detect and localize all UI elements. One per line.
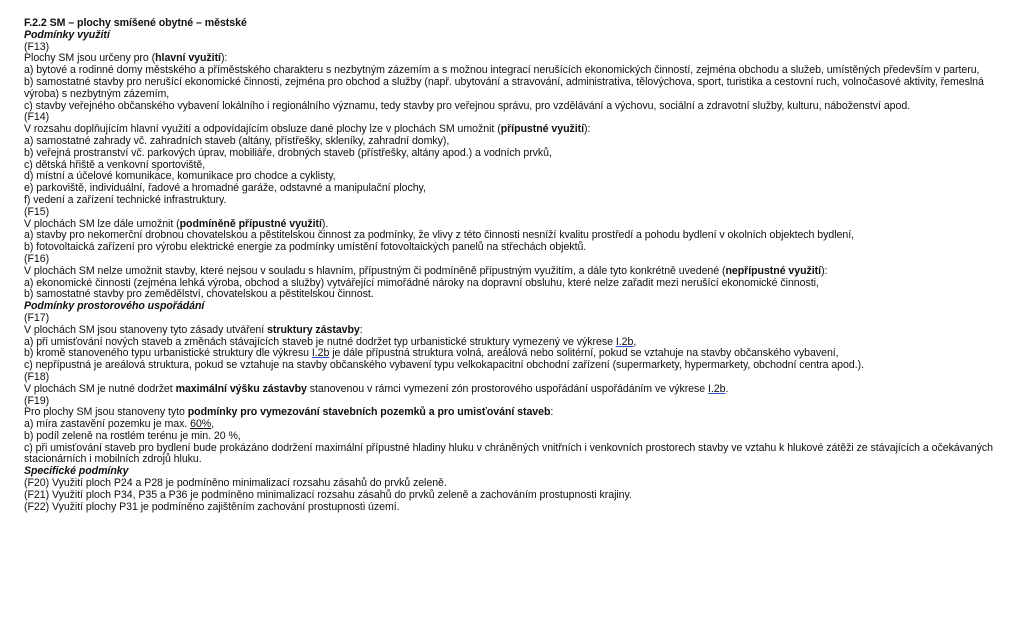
specific-condition: (F20) Využití ploch P24 a P28 je podmíněno minimalizací rozsahu zásahů do prvků zeleně. <box>24 477 447 490</box>
height-term: maximální výšku zástavby <box>175 382 307 395</box>
text: V plochách SM nelze umožnit stavby, které nejsou v souladu s hlavním, přípustným či podmíněně přípustným využitím, a dále tyto konkrétně uvedené ( <box>24 264 726 277</box>
paragraph-label-f18: (F18) <box>24 370 50 383</box>
text: ): <box>584 123 591 136</box>
prohibited-use-term: nepřípustné využití <box>725 264 822 277</box>
section-heading-specific: Specifické podmínky <box>24 465 129 478</box>
text: a) při umisťování nových staveb a změnách stávajících staveb je nutné dodržet typ urbanistické struktury vymezený ve výkrese <box>24 335 616 348</box>
height-rule <box>24 384 999 396</box>
conditional-use-item: b) fotovoltaická zařízení pro výrobu elektrické energie za podmínky umístění fotovoltaických panelů na střechách objektů. <box>24 241 587 254</box>
drawing-reference-link[interactable]: I.2b <box>615 335 634 348</box>
plot-condition-c: c) při umisťování staveb pro bydlení bude prokázáno dodržení maximální přípustné hladiny hluku v chráněných vnitřních i venkovních prostorech stavby ve vztahu k hlukové zátěži ze stávajících a očekávaných stacionárních i mobilních zdrojů hluku. <box>24 441 993 466</box>
document-title: F.2.2 SM – plochy smíšené obytné – městské <box>24 17 247 29</box>
paragraph-label-f17: (F17) <box>24 311 50 324</box>
text: V plochách SM jsou stanoveny tyto zásady utváření <box>24 323 268 336</box>
text: Pro plochy SM jsou stanoveny tyto <box>24 406 188 419</box>
conditional-use-item: a) stavby pro nekomerční drobnou chovatelskou a pěstitelskou činnost za podmínky, že vlivy z této činnosti nesníží kvalitu prostředí a pohodu bydlení v okolních objektech bydlení, <box>24 229 854 242</box>
text: V plochách SM lze dále umožnit ( <box>24 217 180 230</box>
drawing-reference-link[interactable]: I.2b <box>311 347 330 360</box>
section-heading-spatial: Podmínky prostorového uspořádání <box>24 300 205 313</box>
paragraph-label-f16: (F16) <box>24 252 50 265</box>
prohibited-use-intro <box>24 266 999 278</box>
specific-condition: (F21) Využití ploch P34, P35 a P36 je podmíněno minimalizací rozsahu zásahů do prvků zeleně a zachováním prostupnosti krajiny. <box>24 488 632 501</box>
text: . <box>725 382 729 395</box>
section-heading-usage: Podmínky využití <box>24 28 110 41</box>
coverage-value: 60% <box>190 418 212 431</box>
prohibited-use-item: a) ekonomické činnosti (zejména lehká výroba, obchod a služby) vytvářející mimořádné nároky na dopravní obsluhu, které nelze zařadit mezi nerušící ekonomické činnosti, <box>24 276 819 289</box>
text: a) míra zastavění pozemku je max. <box>24 418 191 431</box>
permitted-use-item: b) veřejná prostranství vč. parkových úprav, mobiliáře, drobných staveb (přístřešky, altány apod.) a vodních prvků, <box>24 146 552 159</box>
text: ). <box>321 217 329 230</box>
paragraph-label-f14: (F14) <box>24 111 50 124</box>
specific-condition: (F22) Využití plochy P31 je podmíněno zajištěním zachování prostupnosti území. <box>24 500 400 513</box>
text: , <box>211 418 215 431</box>
text: b) kromě stanoveného typu urbanistické struktury dle výkresu <box>24 347 312 360</box>
conditional-use-term: podmíněně přípustné využití <box>179 217 322 230</box>
paragraph-label-f15: (F15) <box>24 205 50 218</box>
structure-item-c: c) nepřípustná je areálová struktura, pokud se vztahuje na stavby občanského vybavení typu velkokapacitní obchodní zařízení (supermarkety, hypermarkety, obchodní centra apod.). <box>24 359 864 372</box>
text: , <box>633 335 637 348</box>
main-use-item-c: c) stavby veřejného občanského vybavení lokálního i regionálního významu, tedy stavby pro veřejnou správu, pro vzdělávání a výchovu, sociální a zdravotní služby, kulturu, náboženství apod. <box>24 99 911 112</box>
permitted-use-item: a) samostatné zahrady vč. zahradních staveb (altány, přístřešky, skleníky, zahradní domky), <box>24 134 450 147</box>
document <box>24 18 999 513</box>
text: Plochy SM jsou určeny pro ( <box>24 52 156 65</box>
plot-condition-b: b) podíl zeleně na rostlém terénu je min. 20 %, <box>24 429 241 442</box>
prohibited-use-item: b) samostatné stavby pro zemědělství, chovatelskou a pěstitelskou činnost. <box>24 288 374 301</box>
permitted-use-item: f) vedení a zařízení technické infrastruktury. <box>24 193 227 206</box>
paragraph-label-f13: (F13) <box>24 40 50 53</box>
permitted-use-term: přípustné využití <box>500 123 585 136</box>
permitted-use-item: e) parkoviště, individuální, řadové a hromadné garáže, odstavné a manipulační plochy, <box>24 182 426 195</box>
text: V plochách SM je nutné dodržet <box>24 382 176 395</box>
text: stanovenou v rámci vymezení zón prostorového uspořádání uspořádáním ve výkrese <box>306 382 709 395</box>
text: je dále přípustná struktura volná, areálová nebo solitérní, pokud se vztahuje na stavby občanského vybavení, <box>329 347 839 360</box>
permitted-use-item: c) dětská hřiště a venkovní sportoviště, <box>24 158 206 171</box>
text: V rozsahu doplňujícím hlavní využití a odpovídajícím obsluze dané plochy lze v plochách SM umožnit ( <box>24 123 501 136</box>
text: ): <box>220 52 228 65</box>
permitted-use-item: d) místní a účelové komunikace, komunikace pro chodce a cyklisty, <box>24 170 336 183</box>
main-use-item-b: b) samostatné stavby pro nerušící ekonomické činnosti, zejména pro obchod a služby (např. ubytování a stravování, administrativa, tělovýchova, sport, turistika a cestovní ruch, volnočasové aktivity, řemeslná výroba) s nezbytným zázemím, <box>24 75 984 100</box>
text: ): <box>821 264 828 277</box>
plot-conditions-term: podmínky pro vymezování stavebních pozemků a pro umisťování staveb <box>187 406 551 419</box>
drawing-reference-link[interactable]: I.2b <box>708 382 726 395</box>
text: : <box>550 406 554 419</box>
text: : <box>359 323 363 336</box>
main-use-item-a: a) bytové a rodinné domy městského a příměstského charakteru s nezbytným zázemím a s možnou integrací nerušících ekonomických činností, zejména obchodu a služeb, umístěných především v parteru, <box>24 64 980 77</box>
structure-term: struktury zástavby <box>267 323 360 336</box>
main-use-term: hlavní využití <box>155 52 221 65</box>
paragraph-label-f19: (F19) <box>24 394 50 407</box>
